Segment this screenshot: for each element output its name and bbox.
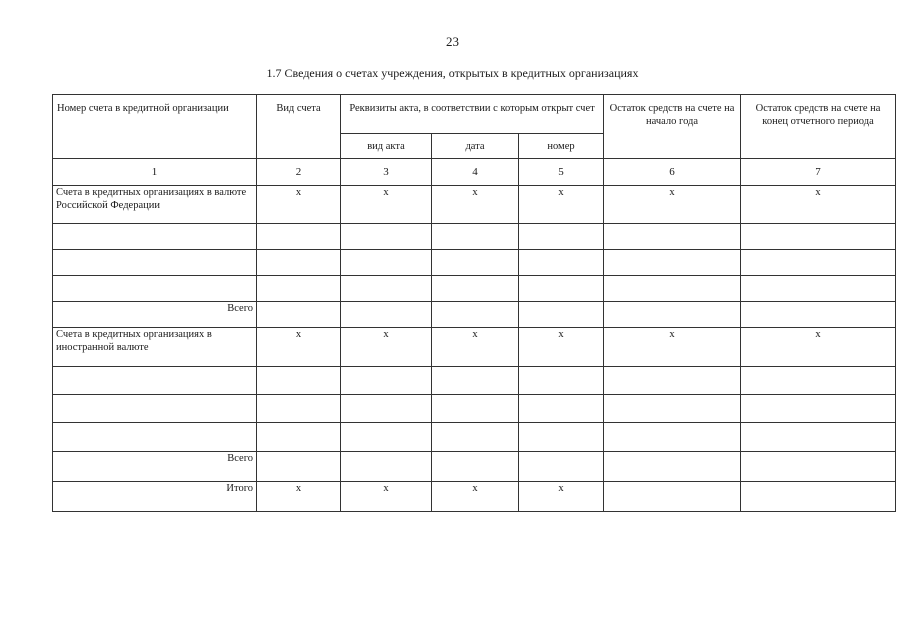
empty-cell	[257, 367, 341, 395]
cell-mark: x	[257, 186, 341, 224]
header-balance-start: Остаток средств на счете на начало года	[604, 95, 741, 159]
table-row	[53, 276, 896, 302]
empty-cell	[519, 423, 604, 452]
section-foreign-row	[53, 328, 896, 367]
empty-cell	[53, 250, 257, 276]
column-number: 3	[341, 159, 432, 186]
empty-cell	[53, 395, 257, 423]
grand-total-row	[53, 482, 896, 512]
column-number: 5	[519, 159, 604, 186]
table-row	[53, 367, 896, 395]
cell-mark: x	[257, 328, 341, 367]
empty-cell	[741, 302, 896, 328]
column-number: 4	[432, 159, 519, 186]
empty-cell	[519, 250, 604, 276]
empty-cell	[257, 224, 341, 250]
column-number: 2	[257, 159, 341, 186]
empty-cell	[519, 276, 604, 302]
empty-cell	[604, 452, 741, 482]
empty-cell	[604, 367, 741, 395]
empty-cell	[741, 224, 896, 250]
empty-cell	[604, 224, 741, 250]
empty-cell	[341, 302, 432, 328]
empty-cell	[519, 224, 604, 250]
empty-cell	[519, 395, 604, 423]
header-account-number: Номер счета в кредитной организации	[53, 95, 257, 159]
empty-cell	[432, 367, 519, 395]
empty-cell	[741, 482, 896, 512]
empty-cell	[604, 302, 741, 328]
empty-cell	[53, 276, 257, 302]
empty-cell	[604, 250, 741, 276]
empty-cell	[341, 452, 432, 482]
header-balance-end: Остаток средств на счете на конец отчетного периода	[741, 95, 896, 159]
section-rub-total-row	[53, 302, 896, 328]
cell-mark: x	[604, 186, 741, 224]
empty-cell	[257, 423, 341, 452]
cell-mark: x	[519, 328, 604, 367]
empty-cell	[741, 423, 896, 452]
cell-mark: x	[341, 186, 432, 224]
header-row-1	[53, 95, 896, 134]
cell-mark: x	[432, 186, 519, 224]
table-row	[53, 250, 896, 276]
empty-cell	[341, 276, 432, 302]
empty-cell	[604, 423, 741, 452]
section-foreign-label: Счета в кредитных организациях в иностранной валюте	[53, 328, 257, 367]
empty-cell	[341, 224, 432, 250]
header-act-type: вид акта	[341, 134, 432, 159]
empty-cell	[53, 367, 257, 395]
empty-cell	[257, 395, 341, 423]
section-foreign-total-label: Всего	[53, 452, 257, 482]
empty-cell	[432, 452, 519, 482]
empty-cell	[432, 250, 519, 276]
cell-mark: x	[741, 186, 896, 224]
empty-cell	[432, 276, 519, 302]
column-number: 1	[53, 159, 257, 186]
empty-cell	[604, 395, 741, 423]
empty-cell	[53, 224, 257, 250]
empty-cell	[741, 395, 896, 423]
section-rub-row	[53, 186, 896, 224]
header-act-number: номер	[519, 134, 604, 159]
grand-total-label: Итого	[53, 482, 257, 512]
section-rub-total-label: Всего	[53, 302, 257, 328]
table-row	[53, 224, 896, 250]
empty-cell	[257, 250, 341, 276]
empty-cell	[257, 276, 341, 302]
section-title: 1.7 Сведения о счетах учреждения, открытых в кредитных организациях	[266, 66, 639, 80]
cell-mark: x	[341, 328, 432, 367]
empty-cell	[604, 482, 741, 512]
cell-mark: x	[519, 482, 604, 512]
empty-cell	[341, 250, 432, 276]
empty-cell	[432, 224, 519, 250]
header-account-type: Вид счета	[257, 95, 341, 159]
header-act-details: Реквизиты акта, в соответствии с которым открыт счет	[341, 95, 604, 134]
empty-cell	[519, 452, 604, 482]
column-number: 6	[604, 159, 741, 186]
empty-cell	[257, 302, 341, 328]
cell-mark: x	[741, 328, 896, 367]
column-number: 7	[741, 159, 896, 186]
accounts-table	[52, 94, 896, 512]
empty-cell	[519, 302, 604, 328]
cell-mark: x	[604, 328, 741, 367]
cell-mark: x	[519, 186, 604, 224]
table-row	[53, 395, 896, 423]
cell-mark: x	[432, 482, 519, 512]
empty-cell	[257, 452, 341, 482]
header-act-date: дата	[432, 134, 519, 159]
cell-mark: x	[257, 482, 341, 512]
empty-cell	[741, 452, 896, 482]
empty-cell	[341, 423, 432, 452]
empty-cell	[741, 276, 896, 302]
section-rub-label: Счета в кредитных организациях в валюте Российской Федерации	[53, 186, 257, 224]
section-foreign-total-row	[53, 452, 896, 482]
empty-cell	[53, 423, 257, 452]
empty-cell	[341, 395, 432, 423]
empty-cell	[432, 302, 519, 328]
table-row	[53, 423, 896, 452]
empty-cell	[432, 395, 519, 423]
cell-mark: x	[432, 328, 519, 367]
empty-cell	[741, 367, 896, 395]
empty-cell	[604, 276, 741, 302]
page-number: 23	[446, 34, 459, 49]
empty-cell	[741, 250, 896, 276]
empty-cell	[432, 423, 519, 452]
cell-mark: x	[341, 482, 432, 512]
column-numbers-row	[53, 159, 896, 186]
empty-cell	[519, 367, 604, 395]
empty-cell	[341, 367, 432, 395]
